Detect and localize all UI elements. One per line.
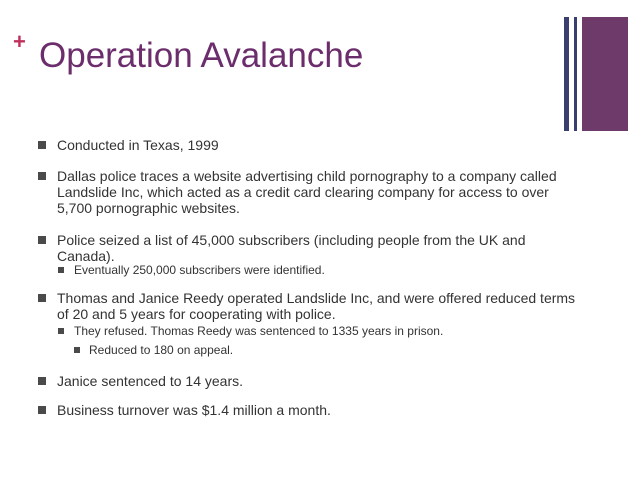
bullet-text: Dallas police traces a website advertising child pornography to a company called Landslide Inc, which acted as a credit card clearing company for access to over 5,700 pornographic websites. <box>57 168 557 216</box>
square-bullet-icon <box>58 267 64 273</box>
bullet-text: Police seized a list of 45,000 subscribers (including people from the UK and Canada). <box>57 232 526 264</box>
bullet-item <box>36 290 577 322</box>
decorative-bar <box>564 17 569 131</box>
bullet-item <box>36 343 589 357</box>
bullet-item <box>36 324 574 338</box>
square-bullet-icon <box>38 172 46 180</box>
slide-title: Operation Avalanche <box>39 36 364 75</box>
bullet-item <box>36 373 557 389</box>
square-bullet-icon <box>38 377 46 385</box>
bullet-text: Reduced to 180 on appeal. <box>89 343 234 357</box>
bullet-item <box>36 263 574 277</box>
decorative-bar <box>582 17 628 131</box>
square-bullet-icon <box>38 294 46 302</box>
bullet-item <box>36 137 557 153</box>
bullet-text: Conducted in Texas, 1999 <box>57 137 219 153</box>
square-bullet-icon <box>38 406 46 414</box>
bullet-text: Janice sentenced to 14 years. <box>57 373 244 389</box>
bullet-text: Thomas and Janice Reedy operated Landslide Inc, and were offered reduced terms of 20 and 5 years for cooperating with police. <box>57 290 576 322</box>
square-bullet-icon <box>38 141 46 149</box>
bullet-text: Business turnover was $1.4 million a month. <box>57 402 331 418</box>
bullet-text: Eventually 250,000 subscribers were identified. <box>74 263 325 277</box>
square-bullet-icon <box>74 347 80 353</box>
bullet-item <box>36 402 557 418</box>
decorative-bar <box>574 17 577 131</box>
bullet-item <box>36 168 557 216</box>
bullet-text: They refused. Thomas Reedy was sentenced to 1335 years in prison. <box>74 324 444 338</box>
square-bullet-icon <box>58 328 64 334</box>
plus-icon: + <box>13 29 26 54</box>
bullet-item <box>36 232 557 264</box>
square-bullet-icon <box>38 236 46 244</box>
